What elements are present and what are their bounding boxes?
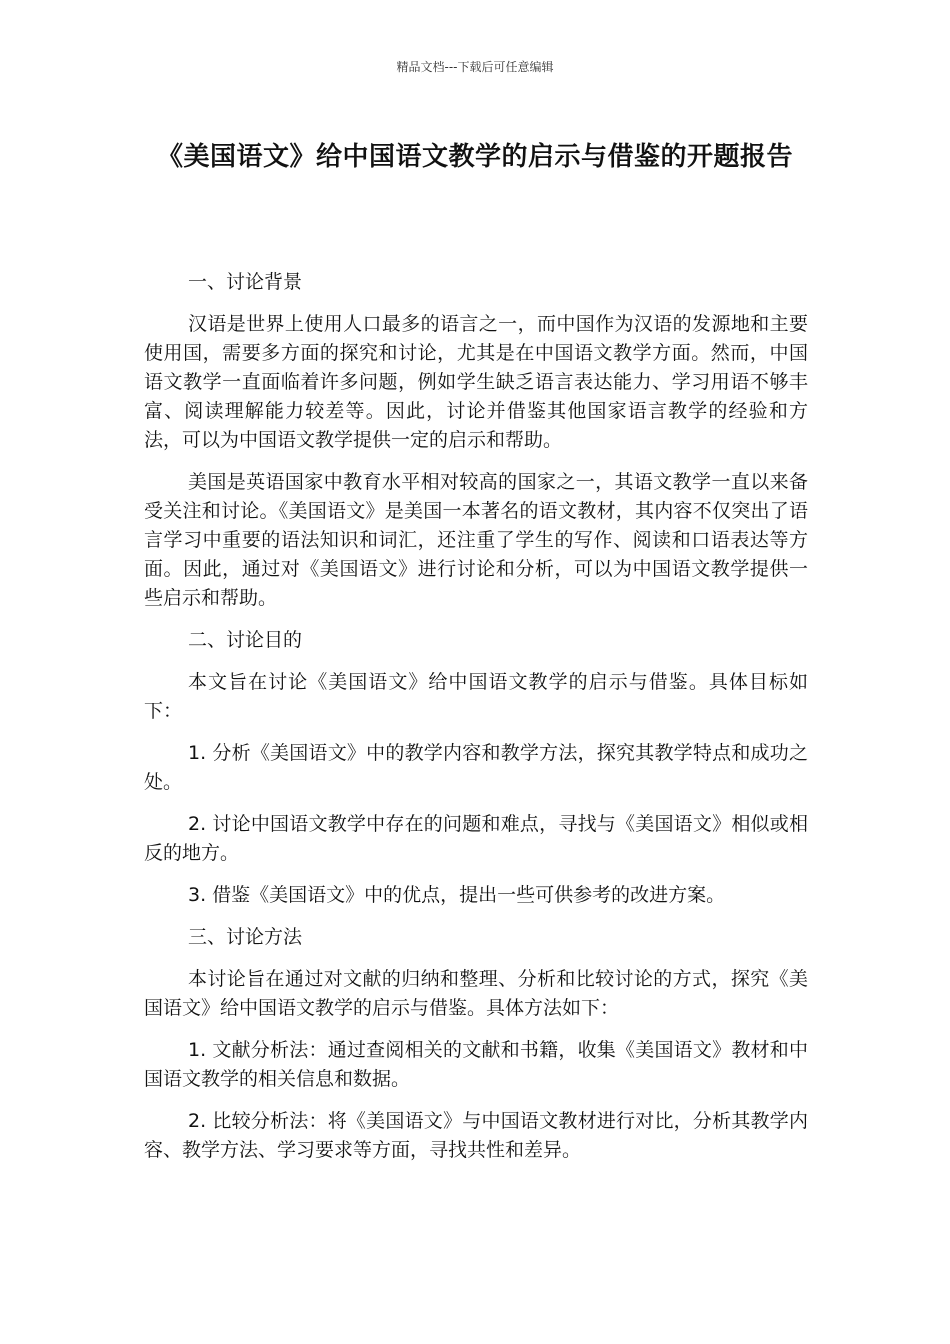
section-heading-purpose: 二、讨论目的 (188, 629, 303, 651)
page-header: 精品文档---下载后可任意编辑 (396, 60, 554, 74)
paragraph: 本文旨在讨论《美国语文》给中国语文教学的启示与借鉴。具体目标如下： (144, 671, 808, 722)
document-title: 《美国语文》给中国语文教学的启示与借鉴的开题报告 (156, 142, 793, 172)
list-item: 1. 文献分析法：通过查阅相关的文献和书籍，收集《美国语文》教材和中国语文教学的相关信息和数据。 (144, 1039, 808, 1090)
list-item: 2. 比较分析法：将《美国语文》与中国语文教材进行对比，分析其教学内容、教学方法、学习要求等方面，寻找共性和差异。 (144, 1110, 808, 1161)
list-item: 3. 借鉴《美国语文》中的优点，提出一些可供参考的改进方案。 (188, 884, 726, 906)
section-heading-background: 一、讨论背景 (188, 271, 303, 293)
section-heading-method: 三、讨论方法 (188, 926, 303, 948)
paragraph: 汉语是世界上使用人口最多的语言之一，而中国作为汉语的发源地和主要使用国，需要多方面的探究和讨论，尤其是在中国语文教学方面。然而，中国语文教学一直面临着许多问题，例如学生缺乏语言表达能力、学习用语不够丰富、阅读理解能力较差等。因此，讨论并借鉴其他国家语言教学的经验和方法，可以为中国语文教学提供一定的启示和帮助。 (144, 313, 808, 451)
paragraph: 本讨论旨在通过对文献的归纳和整理、分析和比较讨论的方式，探究《美国语文》给中国语文教学的启示与借鉴。具体方法如下： (144, 968, 808, 1019)
list-item: 2. 讨论中国语文教学中存在的问题和难点，寻找与《美国语文》相似或相反的地方。 (144, 813, 808, 864)
paragraph: 美国是英语国家中教育水平相对较高的国家之一，其语文教学一直以来备受关注和讨论。《美国语文》是美国一本著名的语文教材，其内容不仅突出了语言学习中重要的语法知识和词汇，还注重了学生的写作、阅读和口语表达等方面。因此，通过对《美国语文》进行讨论和分析，可以为中国语文教学提供一些启示和帮助。 (144, 471, 808, 609)
list-item: 1. 分析《美国语文》中的教学内容和教学方法，探究其教学特点和成功之处。 (144, 742, 808, 793)
document-body (144, 268, 808, 1178)
